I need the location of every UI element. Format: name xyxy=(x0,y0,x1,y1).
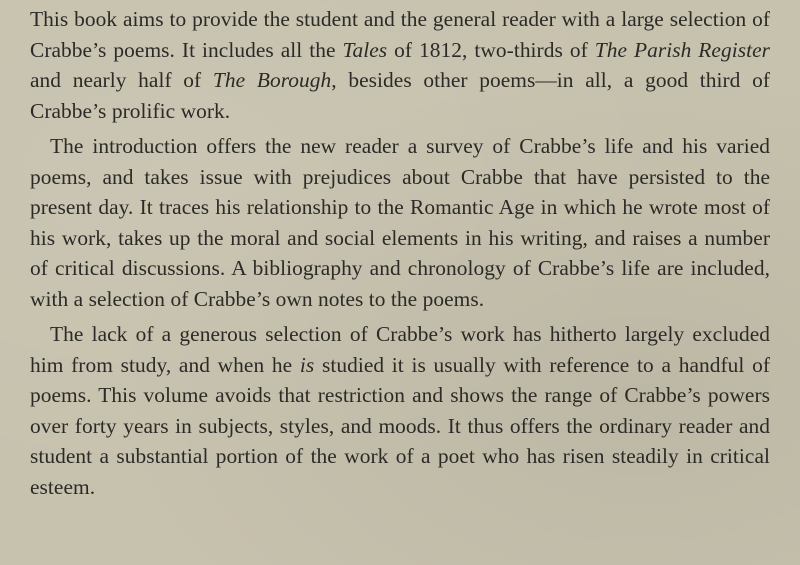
paragraph-scope xyxy=(30,4,770,126)
paragraph-segment: This book aims to provide the student and the general reader with a large selection of Crabbe’s poems. It includes all the xyxy=(30,7,770,62)
title-tales: Tales xyxy=(342,37,388,62)
paragraph-segment: , besides other poems—in all, a good third of Crabbe’s prolific work. xyxy=(30,68,771,123)
emphasis-is: is xyxy=(299,352,315,377)
title-parish-register: The Parish Register xyxy=(594,37,770,62)
paragraph-volume-purpose xyxy=(30,319,770,502)
paragraph-segment: The lack of a generous selection of Crabbe’s work has hitherto largely excluded him from study, and when he xyxy=(30,322,770,377)
title-borough: The Borough xyxy=(212,68,332,92)
paragraph-introduction xyxy=(30,131,770,314)
paragraph-segment: The introduction offers the new reader a survey of Crabbe’s life and his varied poems, and takes issue with prejudices about Crabbe that have persisted to the present day. It traces his relationship to the Romantic Age in which he wrote most of his work, takes up the moral and social elements in his writing, and raises a number of critical discussions. A bibliography and chronology of Crabbe’s life are included, with a selection of Crabbe’s own notes to the poems. xyxy=(30,134,770,311)
paragraph-segment: studied it is usually with reference to a handful of poems. This volume avoids that restriction and shows the range of Crabbe’s powers over forty years in subjects, styles, and moods. It thus offers the ordinary reader and student a substantial portion of the work of a poet who has risen steadily in critical esteem. xyxy=(30,352,771,499)
paragraph-segment: and nearly half of xyxy=(30,68,213,92)
paragraph-segment: of 1812, two-thirds of xyxy=(387,37,595,62)
